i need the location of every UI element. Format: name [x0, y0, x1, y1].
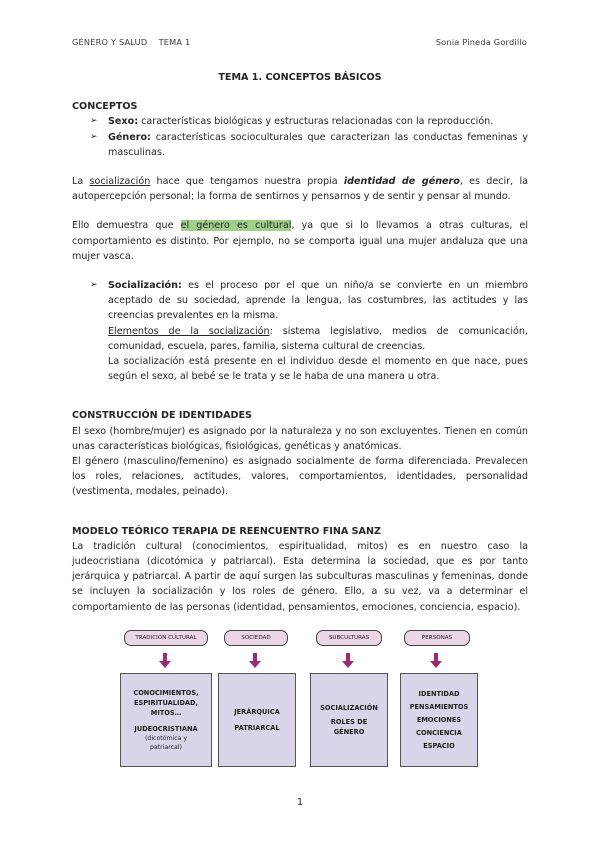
text-run: hace que tengamos nuestra propia: [150, 176, 344, 188]
box-line: SOCIALIZACIÓN: [320, 704, 378, 712]
socializacion-presente: La socialización está presente en el individuo desde el momento en que nace, pues según el sexo, al bebé se le trata y se le haba de una manera u otra.: [108, 356, 528, 383]
list-item-genero: [90, 130, 528, 160]
box-line: ROLES DE: [330, 718, 368, 726]
page-number: 1: [296, 797, 304, 808]
term-genero: Género:: [108, 131, 151, 143]
box-line: JUDEOCRISTIANA: [134, 725, 198, 733]
paragraph-genero-cultural: [72, 218, 528, 264]
definition-genero: características socioculturales que caracterizan las conductas femeninas y masculinas.: [108, 131, 528, 158]
header-left: GÉNERO Y SALUD TEMA 1: [72, 37, 191, 47]
text-run: , es decir, la autopercepción personal; la forma de sentirnos y pensarnos y de sentir y pensar al mundo.: [72, 176, 528, 203]
text-run: Ello demuestra que: [72, 220, 181, 232]
box-line: IDENTIDAD: [418, 690, 460, 698]
box-line: CONCIENCIA: [416, 729, 462, 737]
box-line: ESPIRITUALIDAD,: [133, 699, 199, 707]
text-run: La: [72, 176, 90, 188]
header-right: Sonia Pineda Gordillo: [435, 37, 527, 47]
underlined-socializacion: socialización: [89, 176, 151, 188]
box-line: PATRIARCAL: [234, 724, 280, 732]
diagram-box-personas: [400, 673, 478, 767]
document-body: [72, 70, 528, 615]
paragraph-genero-social: El género (masculino/femenino) es asignado socialmente de forma diferenciada. Prevalecen los roles, relaciones, actitudes, valores, comportamientos, identidades, personalidad (vestimenta, modales, peinado).: [72, 456, 528, 498]
definition-sexo: características biológicas y estructuras relacionadas con la reproducción.: [138, 116, 494, 128]
box-line: JERÁRQUICA: [234, 708, 280, 716]
box-line: CONOCIMIENTOS,: [133, 689, 199, 697]
highlight-genero-cultural: el género es cultural: [180, 220, 292, 232]
paragraph-modelo: La tradición cultural (conocimientos, espiritualidad, mitos) es en nuestro caso la judeocristiana (dicotómica y patriarcal). Esta determina la sociedad, que es por tanto jerárquica y patriarcal. A partir de aquí surgen las subculturas masculinas y femeninas, donde se incluyen la socialización y los roles de género. Ello, a su vez, va a determinar el comportamiento de las personas (identidad, pensamientos, emociones, conciencia, espacio).: [72, 540, 528, 613]
box-line: ESPACIO: [423, 742, 455, 750]
underlined-elementos: Elementos de la socialización: [108, 325, 270, 337]
term-sexo: Sexo:: [108, 116, 139, 128]
socializacion-definition: [90, 278, 528, 324]
socializacion-definition-block: [72, 278, 528, 384]
section-heading-modelo: MODELO TEÓRICO TERAPIA DE REENCUENTRO FINA SANZ: [72, 525, 381, 537]
diagram-label-sociedad: SOCIEDAD: [224, 630, 288, 646]
paragraph-sexo-naturaleza: El sexo (hombre/mujer) es asignado por la naturaleza y no son excluyentes. Tienen en común unas características biológicas, fisiológicas, genéticas y anatómicas.: [72, 425, 528, 452]
emphasis-identidad-genero: identidad de género: [343, 176, 460, 188]
text-run: , ya que si lo llevamos a otras culturas, el comportamiento es distinto. Por ejemplo, no se comporta igual una mujer andaluza que una mujer vasca.: [72, 220, 528, 262]
arrow-bullet-icon: ➢: [90, 131, 98, 142]
diagram-box-sociedad: [218, 673, 296, 767]
diagram-label-subculturas: SUBCULTURAS: [316, 630, 382, 646]
text-run: : sistema legislativo, medios de comunicación, comunidad, escuela, pares, familia, sistema cultural de creencias.: [108, 325, 528, 352]
diagram-box-tradicion: [120, 673, 212, 767]
box-line: GÉNERO: [333, 728, 365, 736]
text-run: es el proceso por el que un niño/a se convierte en un miembro aceptado de su sociedad, aprende la lengua, las costumbres, las actitudes y las creencias prevalentes en la misma.: [108, 280, 528, 322]
model-diagram: [120, 630, 496, 766]
box-line-small: (dicotómica y: [144, 735, 188, 742]
document-title: TEMA 1. CONCEPTOS BÁSICOS: [218, 72, 382, 83]
diagram-label-personas: PERSONAS: [404, 630, 470, 646]
section-heading-construccion: CONSTRUCCIÓN DE IDENTIDADES: [72, 410, 252, 422]
box-line: PENSAMIENTOS: [409, 703, 469, 711]
list-item-sexo: [90, 114, 528, 129]
elementos-socializacion: [108, 324, 528, 354]
conceptos-list: [72, 114, 528, 160]
arrow-bullet-icon: ➢: [90, 116, 98, 127]
diagram-label-tradicion: TRADICIÓN CULTURAL: [124, 630, 208, 646]
box-line-small: patriarcal): [150, 744, 182, 751]
paragraph-socializacion: [72, 174, 528, 204]
section-heading-conceptos: CONCEPTOS: [72, 101, 138, 113]
term-socializacion: Socialización:: [108, 280, 182, 292]
box-line: MITOS…: [150, 709, 182, 717]
diagram-box-subculturas: [310, 673, 388, 767]
box-line: EMOCIONES: [416, 716, 462, 724]
arrow-bullet-icon: ➢: [90, 280, 98, 291]
